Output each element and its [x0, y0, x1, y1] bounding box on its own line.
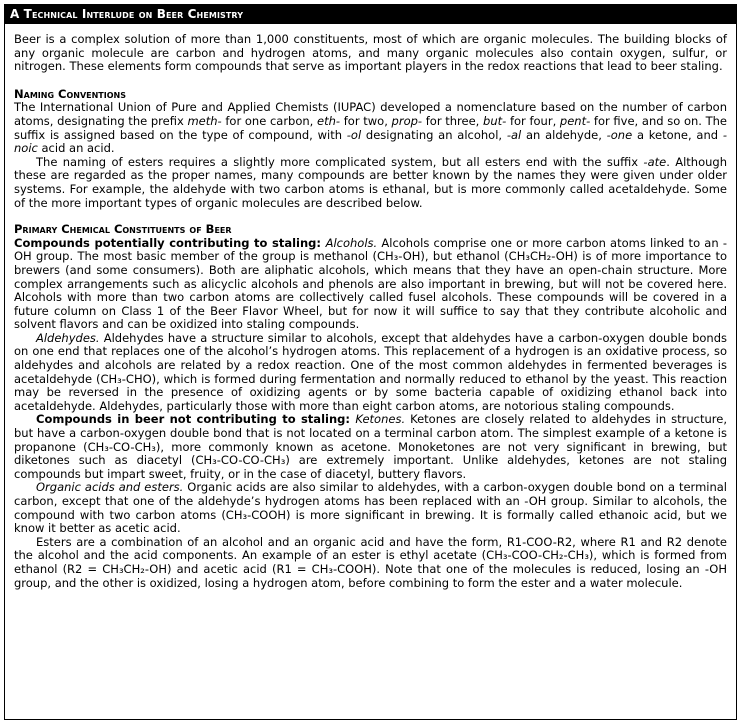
text-run: a ketone, and: [632, 127, 723, 142]
sidebar-content: [5, 24, 736, 590]
naming-paragraph-1: [14, 101, 727, 155]
suffix-term: -noic: [14, 127, 727, 156]
prefix-term: prop-: [391, 113, 423, 128]
text-run: for three,: [422, 113, 484, 128]
non-staling-lead: [36, 412, 405, 426]
text-run: The naming of esters requires a slightly more complicated system, but all esters end with the suffix: [36, 154, 644, 169]
sidebar-title: A Technical Interlude on Beer Chemistry: [5, 5, 736, 24]
prefix-term: but-: [483, 113, 507, 128]
aldehydes-term: Aldehydes.: [36, 330, 100, 345]
text-run: an aldehyde,: [521, 127, 607, 142]
esters-paragraph: Esters are a combination of an alcohol and an organic acid and have the form, R1-COO-R2, where R1 and R2 denote the alcohol and the acid components. An example of an ester is ethyl acetate (CH₃-COO-CH₂-CH₃), which is formed from ethanol (R2 = CH₃CH₂-OH) and acetic acid (R1 = CH₃-COOH). Note that one of the molecules is reduced, losing an -OH group, and the other is oxidized, losing a hydrogen atom, before combining to form the ester and a water molecule.: [14, 534, 727, 590]
prefix-term: meth-: [187, 113, 222, 128]
text-run: acid an acid.: [37, 141, 115, 156]
suffix-term: -al: [506, 127, 522, 142]
text-run: . Although these are regarded as the proper names, many compounds are better known by the names they were given under older systems. For example, the aldehyde with two carbon atoms is ethanal, but is more commonly called acetaldehyde. Some of the more important types of organic molecules are described below.: [14, 154, 728, 210]
alcohols-paragraph: [14, 237, 727, 332]
suffix-term: -one: [606, 127, 633, 142]
prefix-term: eth-: [317, 113, 341, 128]
prefix-term: pent-: [559, 113, 591, 128]
text-run: for five, and so on. The suffix is assigned based on the type of compound, with: [14, 113, 727, 142]
ketones-term: Ketones.: [355, 412, 406, 427]
staling-lead: [14, 236, 377, 250]
text-run: for four,: [506, 113, 560, 128]
alcohols-term: Alcohols.: [325, 235, 378, 250]
alcohols-text: Alcohols comprise one or more carbon atoms linked to an -OH group. The most basic member of the group is methanol (CH₃-OH), but ethanol (CH₃CH₂-OH) is of more importance to brewers (and some consumers). Both are aliphatic alcohols, which means that they have an open-chain structure. More complex arrangements such as alicyclic alcohols and phenols are also important in brewing, but will not be covered here. Alcohols with more than two carbon atoms are collectively called fusel alcohols. These compounds will be covered in a future column on Class 1 of the Beer Flavor Wheel, but for now it will suffice to say that they contribute alcoholic and solvent flavors and can be oxidized into staling compounds.: [14, 235, 727, 332]
acids-text: Organic acids are also similar to aldehydes, with a carbon-oxygen double bond on a terminal carbon, except that one of the aldehyde’s hydrogen atoms has been replaced with an -OH group. Similar to alcohols, the compound with two carbon atoms (CH₃-COOH) is more significant in brewing. It is formally called ethanoic acid, but we know it better as acetic acid.: [14, 480, 727, 536]
aldehydes-paragraph: [14, 332, 727, 414]
lead-text: Compounds in beer not contributing to staling:: [36, 412, 350, 427]
text-run: The International Union of Pure and Applied Chemists (IUPAC) developed a nomenclature based on the number of carbon atoms, designating the prefix: [14, 100, 727, 128]
naming-heading: Naming Conventions: [14, 86, 126, 101]
ketones-paragraph: [14, 413, 727, 481]
suffix-term: -ate: [643, 154, 667, 169]
naming-paragraph-2: [14, 156, 727, 210]
sidebar-box: [4, 4, 737, 720]
text-run: designating an alcohol,: [361, 127, 507, 142]
text-run: for one carbon,: [221, 113, 318, 128]
aldehydes-text: Aldehydes have a structure similar to alcohols, except that aldehydes have a carbon-oxygen double bonds on one end that replaces one of the alcohol’s hydrogen atoms. This replacement of a hydrogen is an oxidative process, so aldehydes and alcohols are related by a redox reaction. One of the most common aldehydes in fermented beverages is acetaldehyde (CH₃-CHO), which is formed during fermentation and normally reduced to ethanol by the yeast. This reaction may be reversed in the presence of oxidizing agents or by some bacteria capable of oxidizing ethanol back into acetaldehyde. Aldehydes, particularly those with more than eight carbon atoms, are notorious staling compounds.: [14, 330, 727, 413]
ketones-text: Ketones are closely related to aldehydes in structure, but have a carbon-oxygen double bond that is not located on a terminal carbon atom. The simplest example of a ketone is propanone (CH₃-CO-CH₃), more commonly known as acetone. Monoketones are not very significant in brewing, but diketones such as diacetyl (CH₃-CO-CO-CH₃) are extremely important. Unlike aldehydes, ketones are not staling compounds but impart sweet, fruity, or in the case of diacetyl, buttery flavors.: [14, 412, 727, 481]
acids-term: Organic acids and esters.: [36, 480, 184, 495]
acids-paragraph: [14, 481, 727, 535]
constituents-heading: Primary Chemical Constituents of Beer: [14, 222, 232, 237]
text-run: for two,: [340, 113, 392, 128]
suffix-term: -ol: [346, 127, 362, 142]
intro-paragraph: Beer is a complex solution of more than 1,000 constituents, most of which are organic molecules. The building blocks of any organic molecule are carbon and hydrogen atoms, and many organic molecules also contain oxygen, sulfur, or nitrogen. These elements form compounds that serve as important players in the redox reactions that lead to beer staling.: [14, 32, 727, 74]
lead-text: Compounds potentially contributing to staling:: [14, 235, 322, 250]
